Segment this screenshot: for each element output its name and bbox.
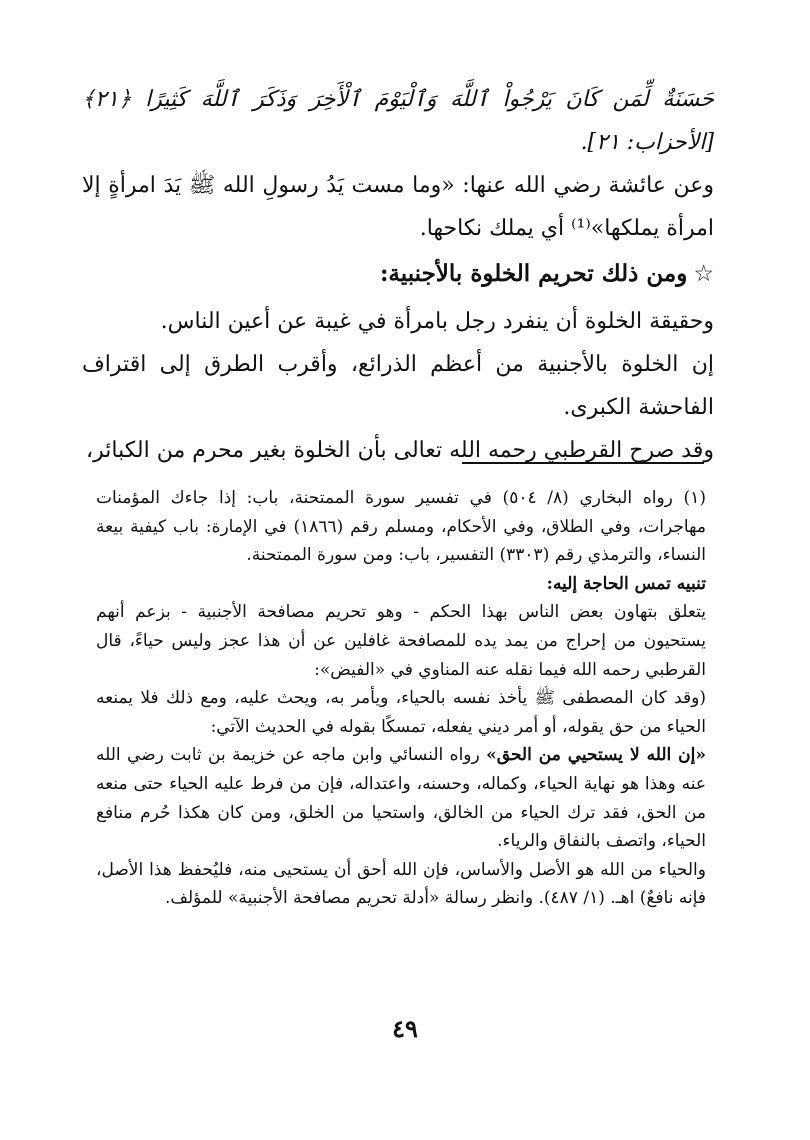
page-number: ٤٩ xyxy=(392,1014,418,1043)
star-icon: ☆ xyxy=(693,261,714,287)
footnotes xyxy=(96,484,706,913)
footnote-subheading: تنبيه تمس الحاجة إليه: xyxy=(546,573,706,594)
aisha-hadith-paragraph: وعن عائشة رضي الله عنها: «وما مست يَدُ رسولِ الله ﷺ يَدَ امرأةٍ إلا امرأة يملكها»⁽¹⁾ أي يملك نكاحها. xyxy=(82,173,714,241)
khalwa-dharai-paragraph: إن الخلوة بالأجنبية من أعظم الذرائع، وأقرب الطرق إلى اقتراف الفاحشة الكبرى. xyxy=(82,352,714,420)
footnote-paragraph xyxy=(96,741,706,855)
khalwa-definition-paragraph: وحقيقة الخلوة أن ينفرد رجل بامرأة في غيبة عن أعين الناس. xyxy=(160,309,714,334)
footnote-1: (١) رواه البخاري (٨/ ٥٠٤) في تفسير سورة الممتحنة، باب: إذا جاءك المؤمنات مهاجرات، وفي الطلاق، وفي الأحكام، ومسلم رقم (١٨٦٦) في الإمارة: باب كيفية بيعة النساء، والترمذي رقم (٣٣٠٣) التفسير، باب: ومن سورة الممتحنة. xyxy=(96,488,707,566)
quran-verse: حَسَنَةٌ لِّمَن كَانَ يَرْجُواْ ٱللَّهَ وَٱلْيَوْمَ ٱلْأَخِرَ وَذَكَرَ ٱللَّهَ كَثِيرًا ﴿٢١﴾ [الأحزاب: ٢١]. xyxy=(82,87,714,155)
qurtubi-paragraph: وقد صرح القرطبي رحمه الله تعالى بأن الخلوة بغير محرم من الكبائر، xyxy=(86,438,714,463)
section-heading-text: ومن ذلك تحريم الخلوة بالأجنبية: xyxy=(379,260,688,287)
footnote-paragraph: (وقد كان المصطفى ﷺ يأخذ نفسه بالحياء، ويأمر به، ويحث عليه، ومع ذلك فلا يمنعه الحياء من حق يقوله، أو أمر ديني يفعله، تمسكًا بقوله في الحديث الآتي: xyxy=(96,688,706,737)
hadith-commentary: رواه النسائي وابن ماجه عن خزيمة بن ثابت رضي الله عنه وهذا هو نهاية الحياء، وكماله، وحسنه، واعتداله، فإن من فرط عليه الحياء حتى منعه من الحق، فقد ترك الحياء من الخالق، واستحيا من الخلق، ومن كان هكذا حُرم منافع الحياء، واتصف بالنفاق والرياء. xyxy=(96,745,706,852)
main-text xyxy=(82,78,714,472)
footnote-paragraph: يتعلق بتهاون بعض الناس بهذا الحكم - وهو تحريم مصافحة الأجنبية - بزعم أنهم يستحيون من إحراج من يمد يده للمصافحة غافلين عن أن هذا عجز وليس حياءً، قال القرطبي رحمه الله فيما نقله عنه المناوي في «الفيض»: xyxy=(96,602,706,680)
footnote-paragraph: والحياء من الله هو الأصل والأساس، فإن الله أحق أن يستحيى منه، فليُحفظ هذا الأصل، فإنه نافعٌ) اهـ. (١/ ٤٨٧). وانظر رسالة «أدلة تحريم مصافحة الأجنبية» للمؤلف. xyxy=(96,859,706,909)
hadith-quote: «إن الله لا يستحيي من الحق» xyxy=(486,745,706,766)
footnote-divider xyxy=(462,462,704,464)
section-heading xyxy=(82,252,714,296)
